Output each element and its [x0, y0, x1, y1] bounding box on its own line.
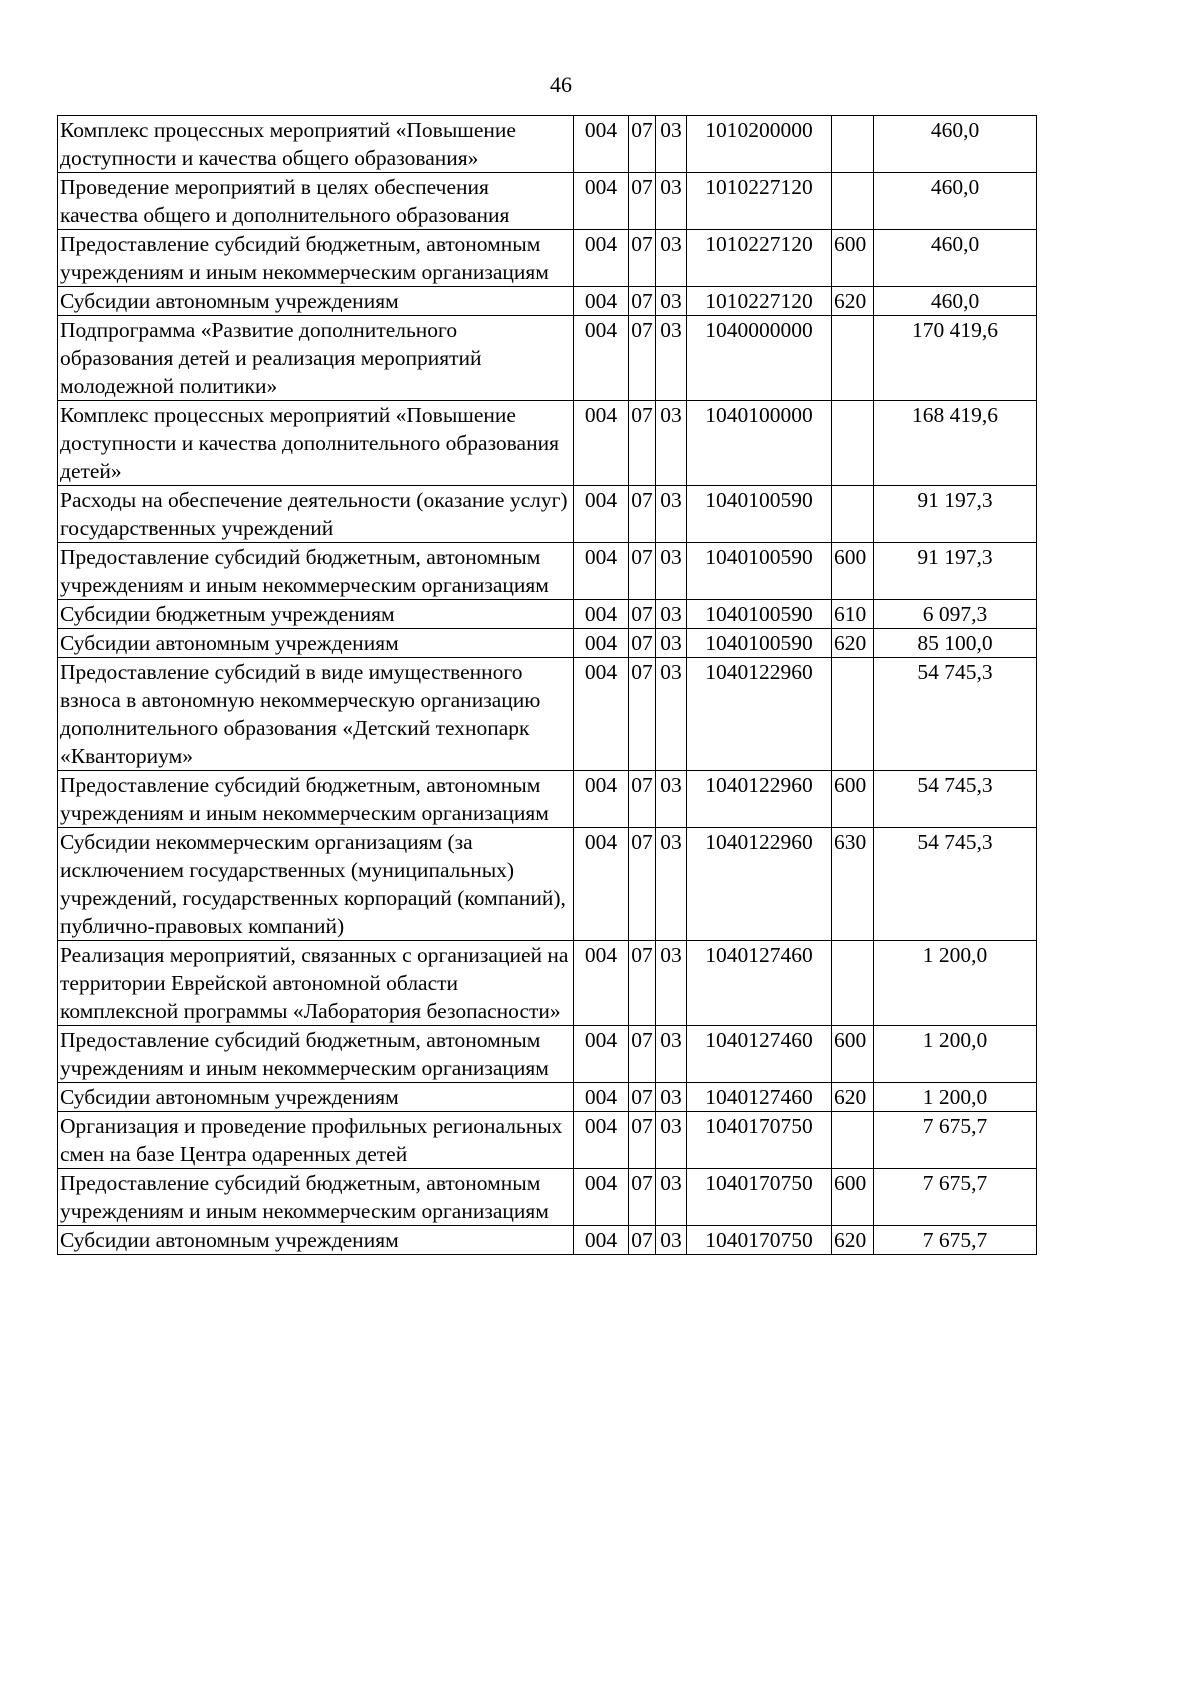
section-code-cell: 07 — [629, 771, 656, 828]
ministry-code-cell: 004 — [574, 173, 629, 230]
subsection-code-cell: 03 — [656, 1026, 687, 1083]
item-name-cell: Проведение мероприятий в целях обеспечения качества общего и дополнительного образования — [58, 173, 574, 230]
item-name-cell: Организация и проведение профильных региональных смен на базе Центра одаренных детей — [58, 1112, 574, 1169]
ministry-code-cell: 004 — [574, 486, 629, 543]
subsection-code-cell: 03 — [656, 401, 687, 486]
ministry-code-cell: 004 — [574, 828, 629, 941]
item-name-cell: Субсидии автономным учреждениям — [58, 287, 574, 316]
section-code-cell: 07 — [629, 941, 656, 1026]
amount-cell: 7 675,7 — [874, 1169, 1037, 1226]
item-name-cell: Субсидии автономным учреждениям — [58, 629, 574, 658]
table-row — [58, 600, 1037, 629]
ministry-code-cell: 004 — [574, 316, 629, 401]
target-article-cell: 1040100590 — [687, 600, 832, 629]
ministry-code-cell: 004 — [574, 1169, 629, 1226]
amount-cell: 6 097,3 — [874, 600, 1037, 629]
amount-cell: 54 745,3 — [874, 658, 1037, 771]
table-row — [58, 316, 1037, 401]
subsection-code-cell: 03 — [656, 287, 687, 316]
subsection-code-cell: 03 — [656, 486, 687, 543]
subsection-code-cell: 03 — [656, 828, 687, 941]
section-code-cell: 07 — [629, 658, 656, 771]
item-name-cell: Предоставление субсидий бюджетным, автономным учреждениям и иным некоммерческим организациям — [58, 771, 574, 828]
subsection-code-cell: 03 — [656, 116, 687, 173]
expense-type-cell: 600 — [832, 543, 874, 600]
amount-cell: 91 197,3 — [874, 486, 1037, 543]
expense-type-cell — [832, 316, 874, 401]
expense-type-cell: 610 — [832, 600, 874, 629]
subsection-code-cell: 03 — [656, 1169, 687, 1226]
subsection-code-cell: 03 — [656, 316, 687, 401]
subsection-code-cell: 03 — [656, 1112, 687, 1169]
ministry-code-cell: 004 — [574, 771, 629, 828]
item-name-cell: Предоставление субсидий бюджетным, автономным учреждениям и иным некоммерческим организациям — [58, 230, 574, 287]
amount-cell: 168 419,6 — [874, 401, 1037, 486]
section-code-cell: 07 — [629, 543, 656, 600]
target-article-cell: 1040000000 — [687, 316, 832, 401]
item-name-cell: Реализация мероприятий, связанных с организацией на территории Еврейской автономной области комплексной программы «Лаборатория безопасности» — [58, 941, 574, 1026]
section-code-cell: 07 — [629, 600, 656, 629]
section-code-cell: 07 — [629, 1226, 656, 1255]
ministry-code-cell: 004 — [574, 1226, 629, 1255]
amount-cell: 54 745,3 — [874, 828, 1037, 941]
amount-cell: 7 675,7 — [874, 1112, 1037, 1169]
expense-type-cell — [832, 1112, 874, 1169]
ministry-code-cell: 004 — [574, 230, 629, 287]
amount-cell: 1 200,0 — [874, 1083, 1037, 1112]
expense-type-cell — [832, 658, 874, 771]
expense-type-cell — [832, 401, 874, 486]
section-code-cell: 07 — [629, 316, 656, 401]
table-row — [58, 116, 1037, 173]
table-row — [58, 287, 1037, 316]
target-article-cell: 1040127460 — [687, 941, 832, 1026]
amount-cell: 1 200,0 — [874, 1026, 1037, 1083]
item-name-cell: Подпрограмма «Развитие дополнительного образования детей и реализация мероприятий молодежной политики» — [58, 316, 574, 401]
expense-type-cell — [832, 116, 874, 173]
section-code-cell: 07 — [629, 1083, 656, 1112]
subsection-code-cell: 03 — [656, 1226, 687, 1255]
table-row — [58, 230, 1037, 287]
ministry-code-cell: 004 — [574, 629, 629, 658]
expense-type-cell: 620 — [832, 287, 874, 316]
expense-type-cell: 620 — [832, 629, 874, 658]
section-code-cell: 07 — [629, 629, 656, 658]
table-row — [58, 941, 1037, 1026]
item-name-cell: Предоставление субсидий бюджетным, автономным учреждениям и иным некоммерческим организациям — [58, 1026, 574, 1083]
expense-type-cell — [832, 486, 874, 543]
target-article-cell: 1010227120 — [687, 173, 832, 230]
target-article-cell: 1040100590 — [687, 543, 832, 600]
expense-type-cell: 630 — [832, 828, 874, 941]
item-name-cell: Субсидии автономным учреждениям — [58, 1083, 574, 1112]
table-row — [58, 658, 1037, 771]
amount-cell: 54 745,3 — [874, 771, 1037, 828]
expense-type-cell: 600 — [832, 230, 874, 287]
ministry-code-cell: 004 — [574, 116, 629, 173]
target-article-cell: 1010200000 — [687, 116, 832, 173]
table-row — [58, 486, 1037, 543]
table-row — [58, 1026, 1037, 1083]
table-row — [58, 401, 1037, 486]
section-code-cell: 07 — [629, 230, 656, 287]
item-name-cell: Предоставление субсидий бюджетным, автономным учреждениям и иным некоммерческим организациям — [58, 543, 574, 600]
expense-type-cell — [832, 173, 874, 230]
target-article-cell: 1010227120 — [687, 287, 832, 316]
item-name-cell: Субсидии автономным учреждениям — [58, 1226, 574, 1255]
target-article-cell: 1040122960 — [687, 771, 832, 828]
page-number: 46 — [550, 72, 572, 97]
budget-table — [57, 115, 1037, 1255]
expense-type-cell: 620 — [832, 1083, 874, 1112]
table-row — [58, 1083, 1037, 1112]
amount-cell: 170 419,6 — [874, 316, 1037, 401]
table-row — [58, 1112, 1037, 1169]
item-name-cell: Субсидии некоммерческим организациям (за исключением государственных (муниципальных) учреждений, государственных корпораций (компаний), публично-правовых компаний) — [58, 828, 574, 941]
amount-cell: 460,0 — [874, 116, 1037, 173]
expense-type-cell — [832, 941, 874, 1026]
subsection-code-cell: 03 — [656, 600, 687, 629]
ministry-code-cell: 004 — [574, 401, 629, 486]
section-code-cell: 07 — [629, 1026, 656, 1083]
table-row — [58, 173, 1037, 230]
target-article-cell: 1040100590 — [687, 629, 832, 658]
subsection-code-cell: 03 — [656, 230, 687, 287]
target-article-cell: 1040122960 — [687, 828, 832, 941]
subsection-code-cell: 03 — [656, 1083, 687, 1112]
subsection-code-cell: 03 — [656, 629, 687, 658]
section-code-cell: 07 — [629, 173, 656, 230]
section-code-cell: 07 — [629, 116, 656, 173]
section-code-cell: 07 — [629, 287, 656, 316]
table-row — [58, 828, 1037, 941]
expense-type-cell: 600 — [832, 1169, 874, 1226]
item-name-cell: Комплекс процессных мероприятий «Повышение доступности и качества дополнительного образования детей» — [58, 401, 574, 486]
subsection-code-cell: 03 — [656, 658, 687, 771]
amount-cell: 460,0 — [874, 287, 1037, 316]
target-article-cell: 1040100590 — [687, 486, 832, 543]
ministry-code-cell: 004 — [574, 658, 629, 771]
target-article-cell: 1040170750 — [687, 1226, 832, 1255]
ministry-code-cell: 004 — [574, 1026, 629, 1083]
amount-cell: 7 675,7 — [874, 1226, 1037, 1255]
amount-cell: 460,0 — [874, 230, 1037, 287]
ministry-code-cell: 004 — [574, 941, 629, 1026]
target-article-cell: 1040170750 — [687, 1169, 832, 1226]
item-name-cell: Субсидии бюджетным учреждениям — [58, 600, 574, 629]
amount-cell: 1 200,0 — [874, 941, 1037, 1026]
target-article-cell: 1040127460 — [687, 1026, 832, 1083]
amount-cell: 85 100,0 — [874, 629, 1037, 658]
subsection-code-cell: 03 — [656, 543, 687, 600]
item-name-cell: Расходы на обеспечение деятельности (оказание услуг) государственных учреждений — [58, 486, 574, 543]
subsection-code-cell: 03 — [656, 941, 687, 1026]
amount-cell: 460,0 — [874, 173, 1037, 230]
budget-table-body — [58, 116, 1037, 1255]
ministry-code-cell: 004 — [574, 600, 629, 629]
section-code-cell: 07 — [629, 486, 656, 543]
table-row — [58, 629, 1037, 658]
section-code-cell: 07 — [629, 401, 656, 486]
subsection-code-cell: 03 — [656, 771, 687, 828]
table-row — [58, 771, 1037, 828]
section-code-cell: 07 — [629, 828, 656, 941]
ministry-code-cell: 004 — [574, 1083, 629, 1112]
target-article-cell: 1010227120 — [687, 230, 832, 287]
ministry-code-cell: 004 — [574, 543, 629, 600]
section-code-cell: 07 — [629, 1112, 656, 1169]
item-name-cell: Предоставление субсидий бюджетным, автономным учреждениям и иным некоммерческим организациям — [58, 1169, 574, 1226]
target-article-cell: 1040170750 — [687, 1112, 832, 1169]
target-article-cell: 1040127460 — [687, 1083, 832, 1112]
table-row — [58, 1226, 1037, 1255]
item-name-cell: Предоставление субсидий в виде имущественного взноса в автономную некоммерческую организацию дополнительного образования «Детский технопарк «Кванториум» — [58, 658, 574, 771]
target-article-cell: 1040122960 — [687, 658, 832, 771]
expense-type-cell: 600 — [832, 1026, 874, 1083]
subsection-code-cell: 03 — [656, 173, 687, 230]
item-name-cell: Комплекс процессных мероприятий «Повышение доступности и качества общего образования» — [58, 116, 574, 173]
expense-type-cell: 620 — [832, 1226, 874, 1255]
ministry-code-cell: 004 — [574, 287, 629, 316]
table-row — [58, 1169, 1037, 1226]
table-row — [58, 543, 1037, 600]
expense-type-cell: 600 — [832, 771, 874, 828]
target-article-cell: 1040100000 — [687, 401, 832, 486]
ministry-code-cell: 004 — [574, 1112, 629, 1169]
amount-cell: 91 197,3 — [874, 543, 1037, 600]
section-code-cell: 07 — [629, 1169, 656, 1226]
